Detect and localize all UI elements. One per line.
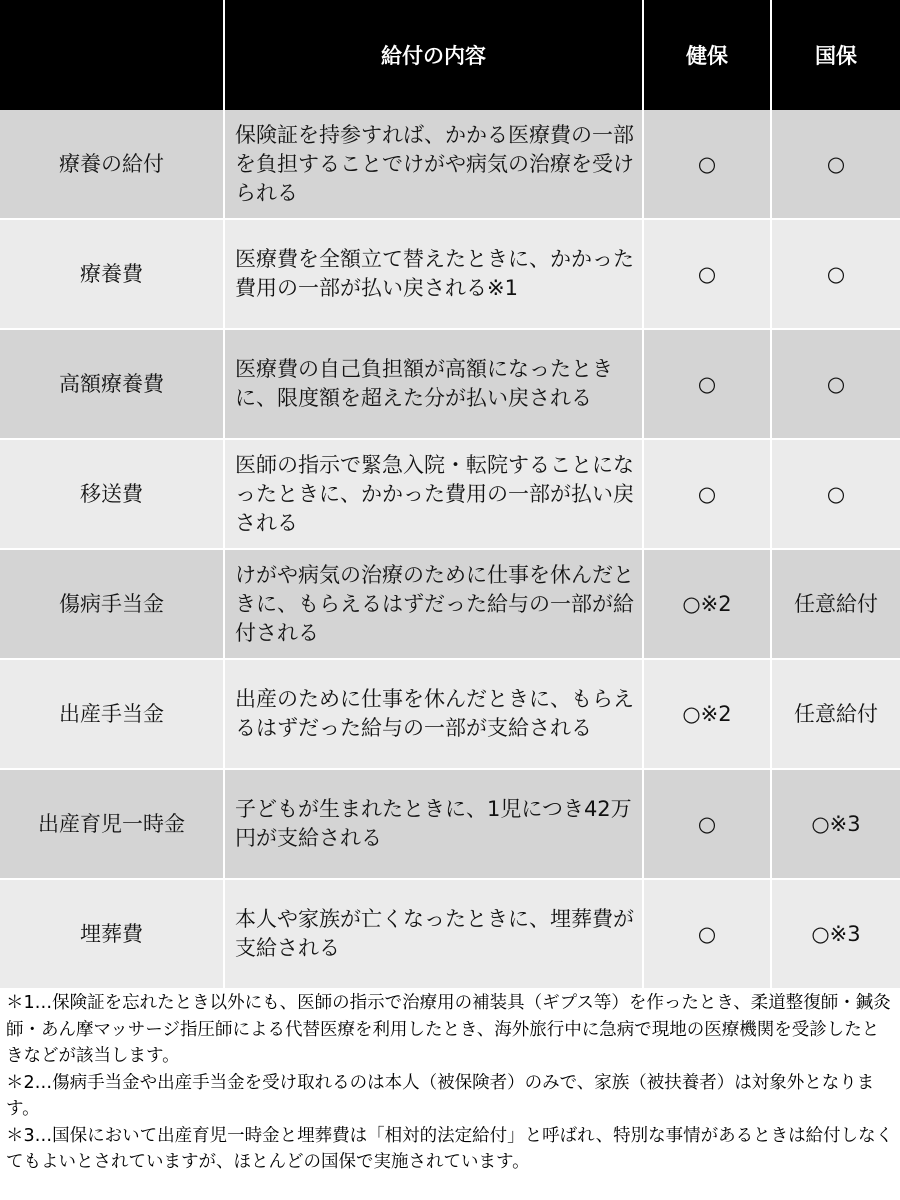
table-row [0,549,900,659]
footnote-3: ＊3…国保において出産育児一時金と埋葬費は「相対的法定給付」と呼ばれ、特別な事情があるときは給付しなくてもよいとされていますが、ほとんどの国保で実施されています。 [6,1125,894,1172]
footnote-2: ＊2…傷病手当金や出産手当金を受け取れるのは本人（被保険者）のみで、家族（被扶養者）は対象外となります。 [6,1072,875,1119]
benefit-name: 出産手当金 [0,659,224,769]
footnote-1: ＊1…保険証を忘れたとき以外にも、医師の指示で治療用の補装具（ギプス等）を作ったとき、柔道整復師・鍼灸師・あん摩マッサージ指圧師による代替医療を利用したとき、海外旅行中に急病で現地の医療機関を受診したときなどが該当します。 [6,993,891,1066]
header-description: 給付の内容 [224,0,643,110]
benefit-name: 療養費 [0,219,224,329]
kenpo-mark: ○ [643,219,771,329]
benefit-description: けがや病気の治療のために仕事を休んだときに、もらえるはずだった給与の一部が給付される [224,549,643,659]
benefit-name: 出産育児一時金 [0,769,224,879]
benefit-name: 療養の給付 [0,110,224,219]
table-row [0,219,900,329]
kenpo-mark: ○ [643,439,771,549]
footnotes [6,990,896,1176]
kenpo-mark: ○ [643,110,771,219]
kenpo-mark: ○※2 [643,549,771,659]
table-row [0,769,900,879]
table-row [0,879,900,989]
kokuho-mark: ○ [771,110,900,219]
benefit-description: 医療費を全額立て替えたときに、かかった費用の一部が払い戻される※1 [224,219,643,329]
header-kenpo: 健保 [643,0,771,110]
table-row [0,329,900,439]
benefit-name: 傷病手当金 [0,549,224,659]
table-row [0,110,900,219]
kokuho-mark: ○ [771,219,900,329]
kokuho-mark: 任意給付 [771,659,900,769]
table-row [0,439,900,549]
kokuho-mark: 任意給付 [771,549,900,659]
benefit-description: 子どもが生まれたときに、1児につき42万円が支給される [224,769,643,879]
benefit-description: 本人や家族が亡くなったときに、埋葬費が支給される [224,879,643,989]
benefit-description: 医療費の自己負担額が高額になったときに、限度額を超えた分が払い戻される [224,329,643,439]
kenpo-mark: ○ [643,769,771,879]
kokuho-mark: ○※3 [771,879,900,989]
kenpo-mark: ○※2 [643,659,771,769]
benefit-description: 出産のために仕事を休んだときに、もらえるはずだった給与の一部が支給される [224,659,643,769]
benefit-name: 埋葬費 [0,879,224,989]
kokuho-mark: ○ [771,329,900,439]
kenpo-mark: ○ [643,329,771,439]
table-row [0,659,900,769]
benefit-name: 移送費 [0,439,224,549]
benefit-name: 高額療養費 [0,329,224,439]
kokuho-mark: ○※3 [771,769,900,879]
header-kokuho: 国保 [771,0,900,110]
kokuho-mark: ○ [771,439,900,549]
benefit-description: 医師の指示で緊急入院・転院することになったときに、かかった費用の一部が払い戻される [224,439,643,549]
kenpo-mark: ○ [643,879,771,989]
benefit-description: 保険証を持参すれば、かかる医療費の一部を負担することでけがや病気の治療を受けられる [224,110,643,219]
header-benefit-name [0,0,224,110]
table-header-row [0,0,900,110]
